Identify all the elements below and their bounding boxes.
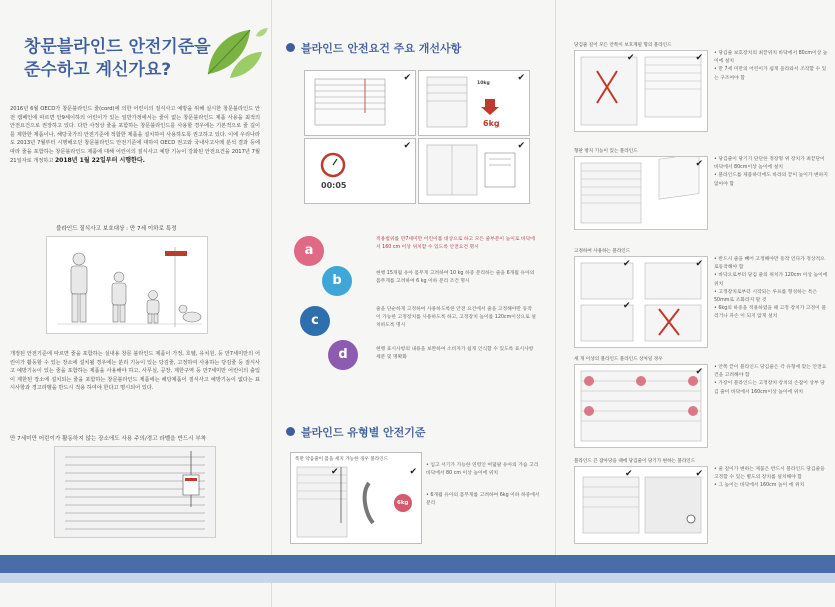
title-line-1: 창문블라인드 안전기준을 [24, 37, 211, 57]
check-icon: ✔ [403, 141, 411, 151]
bullet-dot-icon [286, 43, 295, 52]
section-title-improvements: 블라인드 안전요건 주요 개선사항 [286, 40, 461, 56]
row3-title: 고정하여 사용하는 블라인드 [574, 249, 631, 254]
row4-figure [574, 364, 708, 448]
weight-illustration [419, 71, 529, 135]
check-icon: ✔ [695, 367, 703, 377]
check-icon: ✔ [331, 467, 339, 477]
row5-bullets: • 줄 길이가 변하는 제품은 반드시 블라인드 당김줄을 고정할 수 있는 별도의 장치를 설치해야 함 • 그 높이는 바닥에서 160cm 높이 에 위치 [714, 467, 825, 489]
row4-title: 세 개 이상의 블라인드 블라인드 상처일 경우 [574, 357, 663, 362]
type-box [290, 452, 422, 544]
row3-bullets: • 반드시 줄을 빼어 고정해야만 동작 언다가 정상적으로동작해야 함 • 바닥으로부터 당김 줄의 위치가 120cm 이상 높이에 위치 • 고정장치로부터 시작되는 루프를 형성하는 특은 50mm로 조화라지 말 것 • 6kg의 하중을 적용하였을 때 고정 장치가 고정이 풀리거나 파손 이 되지 않게 설치 [714, 257, 828, 320]
intro-text: 2016년 6월 OECD가 창문블라인드 줄(cord)에 의한 어린이의 질식사고 예방을 위해 실시한 창문블라인드 안전 캠페인에 따르면 안9세이하의 어린이가 있는 일반가정에서는 줄이 없는 창문블라인드 제품 사용을 최적의 안전요건으로 권장하고 있다. 다만 사정상 줄을 포함하는 창문블라인드를 사용할 경우에는 기본적으로 줄 길이를 제한한 제품이나, 해당국가의 안전기준에 적합한 제품을 설치하여 사용하도록 권고하고 있다. 이에 우리나라도 2013년 7월부터 시행해오던 창문블라인드 안전기준에 대하여 OECD 권고와 국내사고사례 분석 결과 등에 따라 줄을 포함하는 창문블라인드 제품에 대해 어린이의 질식사고 예방 기능이 강화된 안전요건을 2017년 7월 21일자로 개정하고 [10, 106, 260, 164]
row2-bullets: • 당김줄이 당기기 단단한 정장형 위 장치가 최끝단이 바닥에서 80cm이상 높이에 설치 • 블라인드를 제품하더에도 바라의 끝이 높이가 변하지 않아야 함 [714, 157, 828, 187]
check-icon: ✔ [623, 259, 631, 269]
note-d: 현행 표시사항의 내용을 보완하여 소비자가 쉽게 인식할 수 있도록 표시사항 세분 및 명확화 [376, 347, 534, 360]
check-icon: ✔ [517, 141, 525, 151]
row4-illustration [575, 365, 707, 447]
row3-illustration [575, 257, 707, 347]
check-icon: ✔ [403, 73, 411, 83]
intro-paragraph [10, 105, 260, 165]
row1-bullets: • 당김줄 보호장치의 최끝위치 바닥에서 80cm이상 높이에 설치 • 만 7세 미만의 어린이가 쉽게 올라와서 조작할 수 있는 구조여야 함 [714, 51, 828, 81]
weight-bottom-label: 6kg [483, 119, 500, 128]
panel-middle [272, 0, 554, 607]
warning-caption: 만 7세미만 어린이가 활동하지 않는 장소에도 사용 주의/경고 라벨을 반드시 부착 [10, 436, 207, 442]
type-bullet-2: • 6개월 유아의 몸무게를 고려하여 6kg 이하 하중에서 분리 [426, 493, 540, 507]
row1-title: 당김줄 길이 모든 안쪽이 보호계될 형의 블라인드 [574, 43, 672, 48]
page-title [24, 36, 214, 82]
row2-figure [574, 156, 708, 230]
footer-band [0, 555, 835, 573]
check-icon: ✔ [517, 73, 525, 83]
window-blind-illustration [305, 71, 415, 135]
row4-bullets: • 안쪽 끝이 블라인드 당김줄은 각 유형에 맞는 안전요건을 고려해야 함 • 가장이 블라인드는 고정장치 장치의 손잡이 상부 당김 줄이 바닥에서 160cm이상 높이에 위치 [714, 365, 827, 395]
row2-title: 형판 방지 기능이 있는 블라인드 [574, 149, 638, 154]
note-c: 줄을 단순하게 고정하여 사용하도록한 안전 요건에서 줄을 고정해야만 동작이 가능한 고정장치를 사용하도록 하고, 고정장치 높이를 120cm이상으로 설치하도록 명시 [376, 307, 536, 328]
type-box-title: 폭만 약음줄이 몸을 세지 가능한 경우 블라인드 [295, 457, 389, 462]
panel-left [0, 0, 270, 607]
check-icon: ✔ [409, 467, 417, 477]
timer-icon [305, 139, 415, 203]
title-line-2: 준수하고 계신가요? [24, 60, 172, 80]
row3-figure [574, 256, 708, 348]
intro-highlight: 2018년 1월 22일부터 시행한다. [54, 156, 145, 164]
figure-caption: 블라인드 질식사고 보호대상 : 만 7세 이하로 특정 [56, 226, 177, 232]
circle-d: d [328, 340, 358, 370]
section-title-types: 블라인드 유형별 안전기준 [286, 424, 426, 440]
check-icon: ✔ [695, 469, 703, 479]
row1-figure [574, 50, 708, 132]
check-icon: ✔ [623, 301, 631, 311]
check-icon: ✔ [627, 53, 635, 63]
note-b: 현행 15개월 유아 몸무게 고려하여 10 kg 하중 분리하는 줄을 6개월 유아의 몸무게를 고려하여 6 kg 이하 분리 조건 명시 [376, 271, 535, 284]
improvement-box-timer [304, 138, 416, 204]
row5-figure [574, 466, 708, 544]
weight-top-label: 10kg [477, 81, 490, 86]
circle-a: a [294, 236, 324, 266]
circle-c: c [300, 306, 330, 336]
blind-warning-label-illustration [54, 446, 216, 538]
type-bullet-1: • 입고 서기가 가능한 연령인 여덟팔 유아의 가슴 고리 바닥에서 80 cm 이상 높이에 위치 [426, 463, 539, 477]
window-label-illustration [419, 139, 529, 203]
check-icon: ✔ [625, 469, 633, 479]
timer-label: 00:05 [321, 181, 347, 190]
improvement-box-height [304, 70, 416, 136]
circle-b: b [322, 266, 352, 296]
check-icon: ✔ [695, 53, 703, 63]
improvement-box-label [418, 138, 530, 204]
row2-illustration [575, 157, 707, 229]
children-height-illustration [46, 236, 208, 334]
improvement-box-weight [418, 70, 530, 136]
check-icon: ✔ [695, 259, 703, 269]
check-icon: ✔ [695, 159, 703, 169]
leaf-icon [200, 22, 270, 82]
body-paragraph: 개정된 안전기준에 따르면 줄을 포함하는 실내용 창문 블라인드 제품이 가정, 호텔, 유치원, 등 만7세미만의 어린이가 활동할 수 있는 장소에 설치될 경우에는 분리 기능이 있는 당김줄, 고정하여 사용하는 당김줄 등 질식사고 예방기능이 있는 줄을 포함하는 제품을 사용해야 하고, 사무실, 공장, 제한구역 등 만7세미만 어린이의 출입이 제한된 장소에 설치되는 줄을 포함하는 창문블라인드 제품에는 해당제품이 질식사고 예방기능이 없다는 표시사항과 경고라벨을 반드시 적용 하여야 한다고 명시되어 있다. [10, 351, 260, 392]
row1-illustration [575, 51, 707, 131]
row5-illustration [575, 467, 707, 543]
row5-title: 블라인드 끈 잡아당을 때에 당김줄이 당기가 변하는 블라인드 [574, 459, 696, 464]
bullet-dot-icon [286, 427, 295, 436]
blind-cord-illustration [291, 453, 421, 543]
panel-right [556, 0, 835, 607]
note-a: 적용범위를 만7세미만 어린이를 대상으로 하고 모든 줄부분이 높이로 바닥에서 160 cm 이상 위치할 수 있도록 안전요건 명시 [376, 237, 535, 250]
type-box-weight: 6kg [397, 500, 409, 506]
footer-band-light [0, 573, 835, 583]
